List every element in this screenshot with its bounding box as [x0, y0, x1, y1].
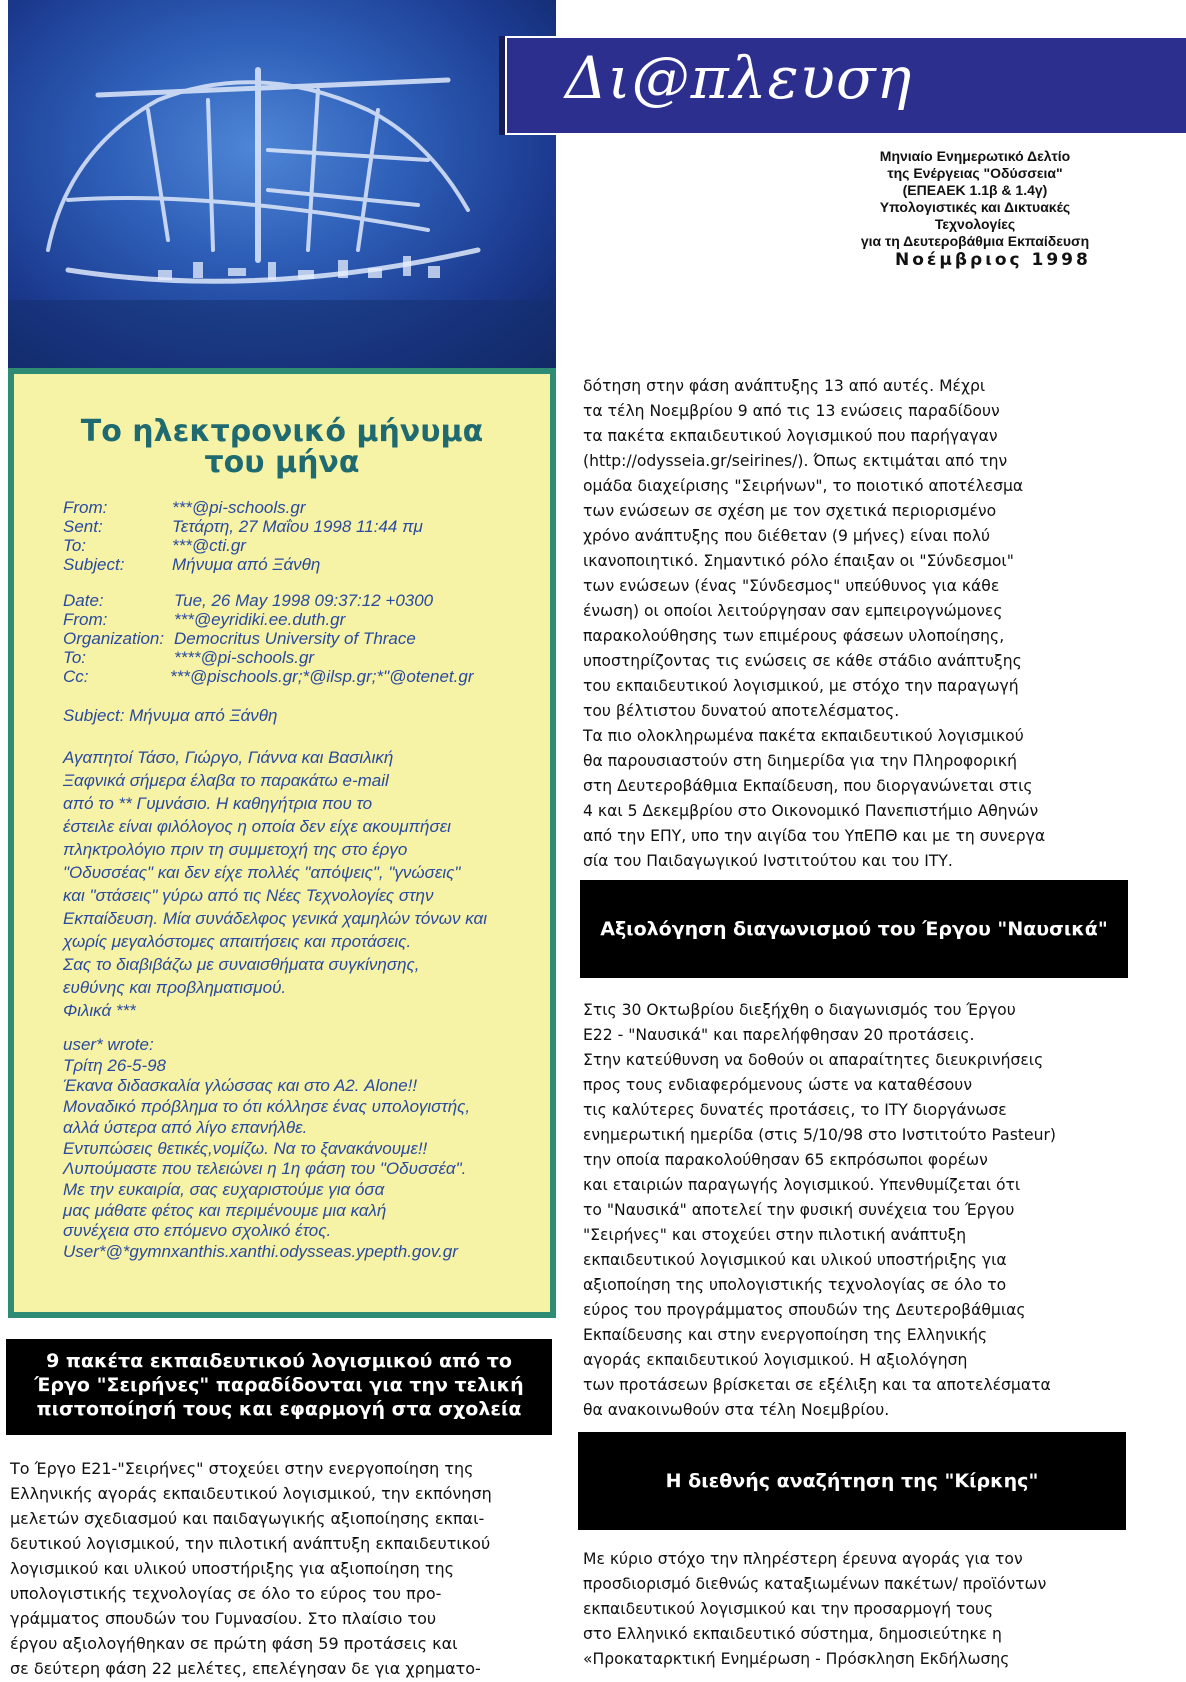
article-line: Στις 30 Οκτωβρίου διεξήχθη ο διαγωνισμός του Έργου — [583, 1001, 1016, 1019]
email-body-line: χωρίς μεγαλόστομες απαιτήσεις και προτάσεις. — [63, 932, 412, 951]
header-value: Μήνυμα από Ξάνθη — [172, 555, 321, 574]
article-line: και εταιριών παραγωγής λογισμικού. Υπενθυμίζεται ότι — [583, 1176, 1021, 1194]
header-value: ****@pi-schools.gr — [174, 648, 315, 667]
headline-text: Η διεθνής αναζήτηση της "Κίρκης" — [665, 1470, 1039, 1492]
article-line: ενημερωτική ημερίδα (στις 5/10/98 στο Ινστιτούτο Pasteur) — [583, 1126, 1056, 1144]
email-header-block — [63, 498, 543, 578]
article-line: παρακολούθησης των επιμέρους φάσεων υλοποίησης, — [583, 627, 1005, 645]
article-line: δευτικού λογισμικού, την πιλοτική ανάπτυξη εκπαιδευτικού — [10, 1534, 491, 1553]
email-body-line: και "στάσεις" γύρω από τις Νέες Τεχνολογίες στην — [63, 886, 434, 905]
article-line: εύρος του προγράμματος σπουδών της Δευτεροβάθμιας — [583, 1301, 1026, 1319]
headline-line: Έργο "Σειρήνες" παραδίδονται για την τελική — [34, 1374, 524, 1396]
article-line: τα πακέτα εκπαιδευτικού λογισμικού που παρήγαγαν — [583, 427, 998, 445]
article-line: θα ανακοινωθούν στα τέλη Νοεμβρίου. — [583, 1401, 890, 1419]
quote-line: συνέχεια στο επόμενο σχολικό έτος. — [63, 1221, 332, 1241]
header-value: ***@pi-schools.gr — [172, 498, 306, 517]
email-body-line: Αγαπητοί Τάσο, Γιώργο, Γιάννα και Βασιλική — [63, 748, 394, 767]
article-line: τα τέλη Νοεμβρίου 9 από τις 13 ενώσεις παραδίδουν — [583, 402, 1000, 420]
article-line: του εκπαιδευτικού λογισμικού, με στόχο την παραγωγή — [583, 677, 1019, 695]
article-line: τις καλύτερες δυνατές προτάσεις, το ΙΤΥ διοργάνωσε — [583, 1101, 1007, 1119]
email-body-line: Σας το διαβιβάζω με συναισθήματα συγκίνησης, — [63, 955, 420, 974]
header-key: Organization: — [63, 629, 165, 648]
article-line: από την ΕΠΥ, υπο την αιγίδα του ΥπΕΠΘ και με τη συνεργα — [583, 827, 1046, 845]
newsletter-subtitle — [840, 148, 1110, 250]
subtitle-line: της Ενέργειας "Οδύσσεια" — [887, 165, 1063, 181]
article-line: στο Ελληνικό εκπαιδευτικό σύστημα, δημοσιεύτηκε η — [583, 1625, 1002, 1643]
email-body-line: ευθύνης και προβληματισμού. — [63, 978, 287, 997]
article-line: γράμματος σπουδών του Γυμνασίου. Στο πλαίσιο του — [10, 1609, 437, 1628]
article-line: των ενώσεων (ένας "Σύνδεσμος" υπεύθυνος για κάθε — [583, 577, 1000, 595]
quote-line: Έκανα διδασκαλία γλώσσας και στο Α2. Alone!! — [63, 1076, 418, 1096]
newsletter-title: Δι@πλευση — [565, 44, 913, 112]
article-line: εκπαιδευτικού λογισμικού και την προσαρμογή τους — [583, 1600, 994, 1618]
email-subject-line: Subject: Μήνυμα από Ξάνθη — [63, 706, 278, 725]
subtitle-line: για τη Δευτεροβάθμια Εκπαίδευση — [860, 233, 1090, 249]
article-line: Τα πιο ολοκληρωμένα πακέτα εκπαιδευτικού λογισμικού — [583, 727, 1024, 745]
article-line: ομάδα διαχείρισης "Σειρήνων", το ποιοτικό αποτέλεσμα — [583, 477, 1024, 495]
article-line: ικανοποιητικό. Σημαντικό ρόλο έπαιξαν οι "Σύνδεσμοι" — [583, 552, 1014, 570]
article-line: την οποία παρακολούθησαν 65 εκπρόσωποι φορέων — [583, 1151, 988, 1169]
header-value: ***@pischools.gr;*@ilsp.gr;*"@otenet.gr — [170, 667, 474, 686]
article-line: δότηση στην φάση ανάπτυξης 13 από αυτές. Μέχρι — [583, 377, 986, 395]
email-title-line: του μήνα — [204, 445, 360, 480]
masthead — [505, 36, 1186, 135]
quote-line: Με την ευκαιρία, σας ευχαριστούμε για όσα — [63, 1179, 385, 1199]
header-value: ***@cti.gr — [172, 536, 246, 555]
quote-line: Εντυπώσεις θετικές,νομίζω. Να το ξανακάνουμε!! — [63, 1138, 428, 1158]
ancient-ship-engraving-icon — [8, 0, 556, 368]
header-key: From: — [63, 498, 108, 517]
article-line: αξιοποίηση της υπολογιστικής τεχνολογίας σε όλο το — [583, 1276, 1007, 1294]
quote-line: Μοναδικό πρόβλημα το ότι κόλλησε ένας υπολογιστής, — [63, 1097, 471, 1117]
email-body-line: Φιλικά *** — [63, 1001, 136, 1020]
email-body-line: "Οδυσσέας" και δεν είχε πολλές "απόψεις", "γνώσεις" — [63, 863, 461, 882]
article-line: "Σειρήνες" και στοχεύει στην πιλοτική ανάπτυξη — [583, 1226, 967, 1244]
email-box-title — [14, 416, 550, 478]
article-line: σε δεύτερη φάση 22 μελέτες, επελέγησαν δε για χρηματο- — [10, 1659, 481, 1678]
article-line: προς τους ενδιαφερόμενους ώστε να καταθέσουν — [583, 1076, 973, 1094]
headline-line: πιστοποίησή τους και εφαρμογή στα σχολεία — [36, 1398, 522, 1420]
article-line: Ε22 - "Ναυσικά" και παρελήφθησαν 20 προτάσεις. — [583, 1026, 975, 1044]
article-seirines-continued — [583, 374, 1045, 874]
article-line: των προτάσεων βρίσκεται σε εξέλιξη και τα αποτελέσματα — [583, 1376, 1051, 1394]
article-line: μελετών σχεδιασμού και παιδαγωγικής αξιοποίησης εκπαι- — [10, 1509, 485, 1528]
email-body — [63, 746, 487, 1022]
email-of-the-month-box — [8, 368, 556, 1318]
article-line: (http://odysseia.gr/seirines/). Όπως εκτιμάται από την — [583, 452, 1008, 470]
email-quoted-reply — [63, 1035, 470, 1263]
article-line: Ελληνικής αγοράς εκπαιδευτικού λογισμικού, την εκπόνηση — [10, 1484, 492, 1503]
header-key: From: — [63, 610, 108, 629]
issue-date: Νοέμβριος 1998 — [895, 250, 1091, 270]
quote-line: αλλά ύστερα από λίγο επανήλθε. — [63, 1117, 308, 1137]
article-kirki-text — [583, 1547, 1046, 1672]
header-key: Sent: — [63, 517, 103, 536]
header-value: Tue, 26 May 1998 09:37:12 +0300 — [174, 591, 434, 610]
article-line: προσδιορισμό διεθνώς καταξιωμένων πακέτων/ προϊόντων — [583, 1575, 1047, 1593]
quote-line: μας μάθατε φέτος και περιμένουμε μια καλή — [63, 1200, 387, 1220]
subtitle-line: (ΕΠΕΑΕΚ 1.1β & 1.4γ) — [902, 182, 1048, 198]
article-line: ένωση) οι οποίοι λειτούργησαν σαν εμπειρογνώμονες — [583, 602, 1003, 620]
header-value: Τετάρτη, 27 Μαΐου 1998 11:44 πμ — [172, 517, 423, 536]
email-body-line: από το ** Γυμνάσιο. Η καθηγήτρια που το — [63, 794, 373, 813]
article-line: Με κύριο στόχο την πληρέστερη έρευνα αγοράς για τον — [583, 1550, 1023, 1568]
article-line: σία του Παιδαγωγικού Ινστιτούτου και του ΙΤΥ. — [583, 852, 953, 870]
cover-artwork — [8, 0, 556, 368]
article-line: υπολογιστικής τεχνολογίας σε όλο το εύρος του προ- — [10, 1584, 442, 1603]
email-body-line: πληκτρολόγιο πριν τη συμμετοχή της στο έργο — [63, 840, 408, 859]
email-title-line: Το ηλεκτρονικό μήνυμα — [80, 414, 484, 449]
article-line: στη Δευτεροβάθμια Εκπαίδευση, που διοργανώνεται στις — [583, 777, 1033, 795]
article-line: λογισμικού και υλικού υποστήριξης για αξιοποίηση της — [10, 1559, 455, 1578]
headline-nausika-banner — [580, 880, 1128, 978]
header-key: To: — [63, 536, 87, 555]
headline-line: 9 πακέτα εκπαιδευτικού λογισμικού από το — [46, 1350, 512, 1372]
headline-text: Αξιολόγηση διαγωνισμού του Έργου "Ναυσικά" — [600, 918, 1108, 940]
article-line: 4 και 5 Δεκεμβρίου στο Οικονομικό Πανεπιστήμιο Αθηνών — [583, 802, 1039, 820]
article-line: έργου αξιολογήθηκαν σε πρώτη φάση 59 προτάσεις και — [10, 1634, 458, 1653]
header-key: To: — [63, 648, 87, 667]
email-header-block — [63, 591, 543, 691]
article-line: των ενώσεων σε σχέση με τον σχετικά περιορισμένο — [583, 502, 997, 520]
header-value: ***@eyridiki.ee.duth.gr — [174, 610, 346, 629]
article-nausika-text — [583, 998, 1056, 1423]
headline-kirki-banner — [578, 1432, 1126, 1530]
quote-line: Τρίτη 26-5-98 — [63, 1055, 167, 1075]
subtitle-line: Υπολογιστικές και Δικτυακές Τεχνολογίες — [879, 199, 1071, 232]
article-line: Το Έργο Ε21-"Σειρήνες" στοχεύει στην ενεργοποίηση της — [10, 1459, 474, 1478]
header-key: Cc: — [63, 667, 89, 686]
article-line: χρόνο ανάπτυξης που διέθεταν (9 μήνες) είναι πολύ — [583, 527, 991, 545]
article-line: αγοράς εκπαιδευτικού λογισμικού. Η αξιολόγηση — [583, 1351, 968, 1369]
header-key: Date: — [63, 591, 104, 610]
headline-seirines-banner — [6, 1339, 552, 1435]
header-value: Democritus University of Thrace — [174, 629, 416, 648]
article-line: το "Ναυσικά" αποτελεί την φυσική συνέχεια του Έργου — [583, 1201, 1015, 1219]
article-line: «Προκαταρκτική Ενημέρωση - Πρόσκληση Εκδήλωσης — [583, 1650, 1010, 1668]
quote-line: user* wrote: — [63, 1035, 154, 1054]
quote-line: User*@*gymnxanthis.xanthi.odysseas.ypepth.gov.gr — [63, 1242, 458, 1262]
email-body-line: Ξαφνικά σήμερα έλαβα το παρακάτω e-mail — [63, 771, 389, 790]
article-line: εκπαιδευτικού λογισμικού και υλικού υποστήριξης για — [583, 1251, 1007, 1269]
article-line: Εκπαίδευσης και στην ενεργοποίηση της Ελληνικής — [583, 1326, 988, 1344]
quote-line: Λυπούμαστε που τελειώνει η 1η φάση του "Οδυσσέα". — [63, 1159, 467, 1179]
header-key: Subject: — [63, 555, 125, 574]
email-body-line: έστειλε είναι φιλόλογος η οποία δεν είχε ακουμπήσει — [63, 817, 451, 836]
article-line: υποστηρίζοντας τις ενώσεις σε κάθε στάδιο ανάπτυξης — [583, 652, 1022, 670]
email-body-line: Εκπαίδευση. Μία συνάδελφος γενικά χαμηλών τόνων και — [63, 909, 488, 928]
article-line: του βέλτιστου δυνατού αποτελέσματος. — [583, 702, 900, 720]
subtitle-line: Μηνιαίο Ενημερωτικό Δελτίο — [879, 148, 1071, 164]
article-line: Στην κατεύθυνση να δοθούν οι απαραίτητες διευκρινήσεις — [583, 1051, 1044, 1069]
article-line: θα παρουσιαστούν στη διημερίδα για την Πληροφορική — [583, 752, 1017, 770]
article-seirines-text — [10, 1456, 492, 1681]
